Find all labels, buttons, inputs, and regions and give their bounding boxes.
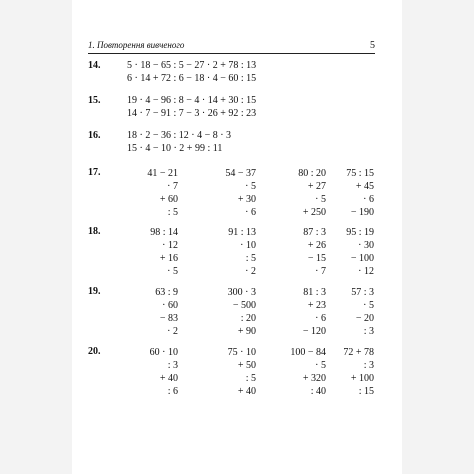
chain-step: 72 + 78 (343, 347, 374, 358)
chain-step: 100 − 84 (290, 347, 326, 358)
chain-step: 87 : 3 (303, 227, 326, 238)
chain-step: · 6 (363, 194, 374, 205)
chain-step: · 6 (315, 313, 326, 324)
chain-column (122, 286, 178, 338)
exercise-number: 14. (88, 60, 101, 71)
chain-step: − 83 (159, 313, 178, 324)
expression-line: 6 · 14 + 72 : 6 − 18 · 4 − 60 : 15 (127, 73, 257, 84)
chain-step: · 2 (245, 266, 256, 277)
chain-step: + 16 (159, 253, 178, 264)
chain-step: : 15 (358, 386, 374, 397)
chain-step: · 6 (245, 207, 256, 218)
chain-step: + 26 (307, 240, 326, 251)
chain-step: + 100 (350, 373, 374, 384)
chain-step: + 50 (237, 360, 256, 371)
exercise-18 (88, 226, 378, 286)
exercise-number: 15. (88, 95, 101, 106)
chain-column (122, 226, 178, 278)
chain-step: − 120 (302, 326, 326, 337)
chain-step: · 30 (358, 240, 374, 251)
chain-step: · 7 (315, 266, 326, 277)
chain-step: 41 − 21 (147, 168, 178, 179)
expression-line: 18 · 2 − 36 : 12 · 4 − 8 · 3 (127, 130, 232, 141)
chain-step: : 20 (240, 313, 256, 324)
chain-step: + 250 (302, 207, 326, 218)
chain-column (200, 346, 256, 398)
exercise-number: 18. (88, 226, 101, 237)
chain-column (318, 226, 374, 278)
chain-step: − 190 (350, 207, 374, 218)
page-number: 5 (370, 40, 375, 51)
chain-step: · 5 (167, 266, 178, 277)
chain-step: 63 : 9 (155, 287, 178, 298)
expression-line: 14 · 7 − 91 : 7 − 3 · 26 + 92 : 23 (127, 108, 257, 119)
chain-step: · 12 (358, 266, 374, 277)
chain-column (318, 167, 374, 219)
chain-step: 95 : 19 (346, 227, 374, 238)
chain-step: · 5 (245, 181, 256, 192)
chain-step: − 15 (307, 253, 326, 264)
chain-step: · 5 (315, 360, 326, 371)
chain-step: 98 : 14 (150, 227, 178, 238)
chain-step: : 3 (167, 360, 178, 371)
chain-column (318, 346, 374, 398)
exercise-20 (88, 346, 378, 406)
chain-step: 300 · 3 (227, 287, 256, 298)
chain-step: · 5 (363, 300, 374, 311)
chain-step: + 40 (159, 373, 178, 384)
chain-column (200, 167, 256, 219)
header-rule (88, 53, 375, 54)
chain-step: + 40 (237, 386, 256, 397)
chain-step: : 3 (363, 326, 374, 337)
chain-step: − 500 (232, 300, 256, 311)
chain-step: + 45 (355, 181, 374, 192)
running-header (88, 40, 375, 50)
exercise-number: 20. (88, 346, 101, 357)
chain-step: : 5 (245, 253, 256, 264)
chain-step: + 23 (307, 300, 326, 311)
expression-line: 15 · 4 − 10 · 2 + 99 : 11 (127, 143, 223, 154)
chain-step: 80 : 20 (298, 168, 326, 179)
chain-step: + 320 (302, 373, 326, 384)
chain-step: 57 : 3 (351, 287, 374, 298)
chain-step: · 2 (167, 326, 178, 337)
chain-step: + 90 (237, 326, 256, 337)
chain-step: : 5 (245, 373, 256, 384)
exercise-number: 16. (88, 130, 101, 141)
chain-step: 91 : 13 (228, 227, 256, 238)
chain-step: · 12 (162, 240, 178, 251)
chain-step: 81 : 3 (303, 287, 326, 298)
chain-column (122, 346, 178, 398)
chain-step: + 27 (307, 181, 326, 192)
chain-column (200, 286, 256, 338)
chain-step: + 60 (159, 194, 178, 205)
chain-column (200, 226, 256, 278)
exercise-number: 17. (88, 167, 101, 178)
chain-step: : 5 (167, 207, 178, 218)
chain-column (318, 286, 374, 338)
chain-step: · 7 (167, 181, 178, 192)
chain-step: : 6 (167, 386, 178, 397)
chain-step: 60 · 10 (149, 347, 178, 358)
chain-column (122, 167, 178, 219)
chain-step: : 40 (310, 386, 326, 397)
chain-step: + 30 (237, 194, 256, 205)
chain-step: 75 · 10 (227, 347, 256, 358)
exercise-number: 19. (88, 286, 101, 297)
chain-step: − 100 (350, 253, 374, 264)
exercise-17 (88, 167, 378, 227)
chain-step: · 10 (240, 240, 256, 251)
expression-line: 5 · 18 − 65 : 5 − 27 · 2 + 78 : 13 (127, 60, 257, 71)
chain-step: : 3 (363, 360, 374, 371)
chain-step: 75 : 15 (346, 168, 374, 179)
chain-step: · 60 (162, 300, 178, 311)
chain-step: − 20 (355, 313, 374, 324)
chapter-title: 1. Повторення вивченого (88, 40, 185, 50)
expression-line: 19 · 4 − 96 : 8 − 4 · 14 + 30 : 15 (127, 95, 257, 106)
exercise-19 (88, 286, 378, 346)
chain-step: · 5 (315, 194, 326, 205)
chain-step: 54 − 37 (225, 168, 256, 179)
